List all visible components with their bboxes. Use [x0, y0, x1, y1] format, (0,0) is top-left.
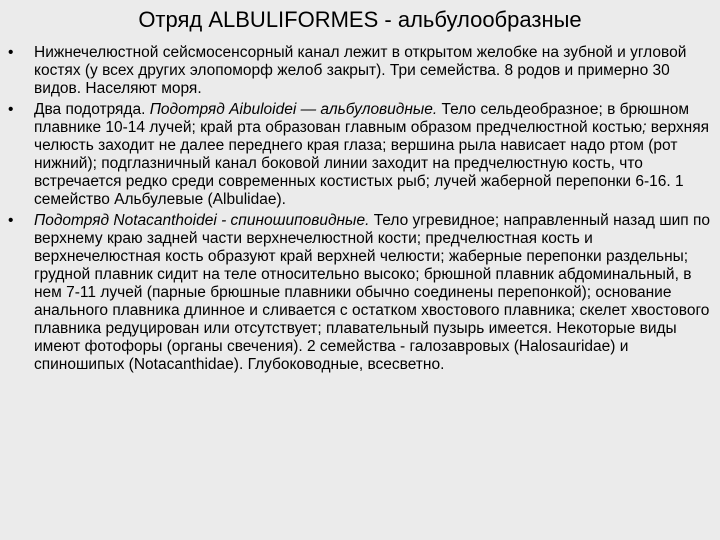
- suborder-name-italic: Подотряд Notacanthoidei - спиношиповидные.: [34, 212, 370, 229]
- bullet-text: верхняя челюсть заходит не далее переднего края глаза; вершина рыла нависает надо ртом (рот нижний); подглазничный канал боковой линии заходит на предчелюстную кость, что встречается редко среди современных костистых рыб; лучей жаберной перепонки 6-16. 1 семейство Альбулевые (Albulidae).: [34, 119, 709, 208]
- bullet-text: Тело сельдеобразное; в брюшном плавнике 10-14 лучей; край рта образован главным образом предчелюстной костью: [34, 101, 690, 136]
- slide-title: Отряд ALBULIFORMES - альбулообразные: [138, 7, 582, 32]
- bullet-text: Нижнечелюстной сейсмосенсорный канал лежит в открытом желобке на зубной и угловой костях (у всех других элопоморф желоб закрыт). Три семейства. 8 родов и примерно 30 видов. Населяют моря.: [34, 44, 687, 97]
- bullet-dot-icon: •: [8, 44, 14, 61]
- bullet-text: Два подотряда.: [34, 101, 150, 118]
- bullet-dot-icon: •: [8, 101, 14, 118]
- bullet-item: [8, 44, 713, 98]
- bullet-text: Тело угревидное; направленный назад шип по верхнему краю задней части верхнечелюстной кости; предчелюстная кость и верхнечелюстная кость образуют край верхней челюсти; жаберные перепонки раздельны; грудной плавник сидит на теле относительно высоко; брюшной плавник абдоминальный, в нем 7-11 лучей (парные брюшные плавники обычно соединены перепонкой); основание анального плавника длинное и сливается с остатком хвостового плавника; скелет хвостового плавника редуцирован или отсутствует; плавательный пузырь имеется. Некоторые виды имеют фотофоры (органы свечения). 2 семейства - галозавровых (Halosauridae) и спиношипых (Notacanthidae). Глубоководные, всесветно.: [34, 212, 711, 373]
- bullet-item: [8, 212, 713, 374]
- bullet-item: [8, 101, 713, 209]
- suborder-name-italic: Подотряд Aibuloidei — альбуловидные.: [149, 101, 438, 118]
- italic-punctuation: ;: [642, 119, 647, 136]
- bullet-dot-icon: •: [8, 212, 14, 229]
- bullet-list: [8, 44, 713, 377]
